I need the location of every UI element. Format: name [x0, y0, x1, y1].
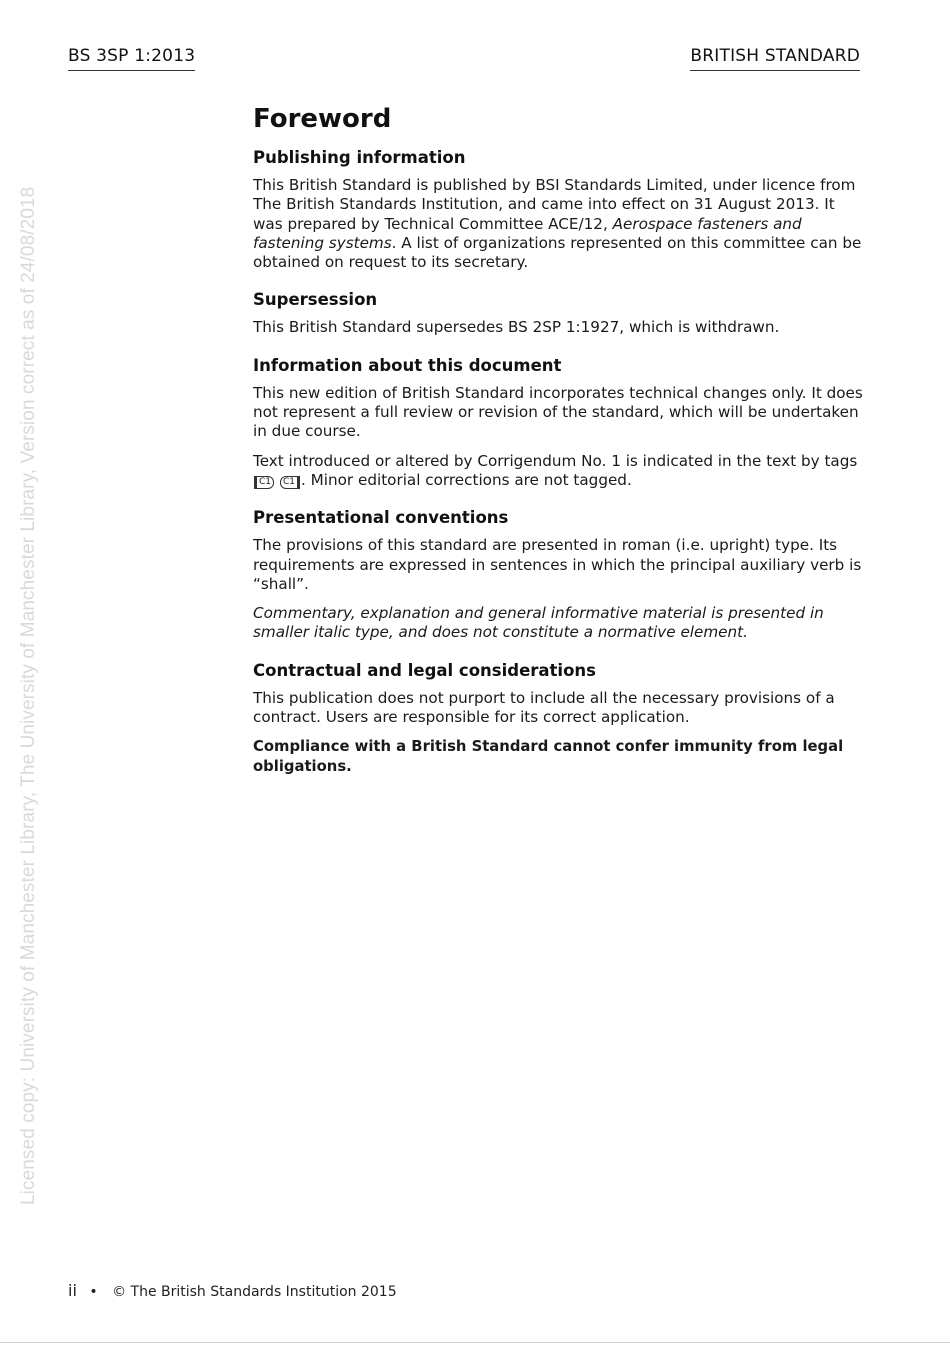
license-watermark: Licensed copy: University of Manchester Library, The University of Manchester Library, Version correct as of 24/08/2018: [18, 186, 39, 1205]
supersession-paragraph: This British Standard supersedes BS 2SP 1:1927, which is withdrawn.: [253, 318, 780, 337]
publishing-text-b: . A list of organizations represented on this committee can be obtained on request to its secretary.: [253, 233, 862, 272]
footer-bullet: •: [89, 1284, 98, 1300]
corrigendum-text-b: . Minor editorial corrections are not tagged.: [301, 470, 632, 489]
supersession-section: [253, 290, 868, 337]
conventions-section: [253, 508, 868, 642]
conventions-heading: Presentational conventions: [253, 508, 509, 528]
series-header: BRITISH STANDARD: [690, 46, 860, 71]
contractual-heading: Contractual and legal considerations: [253, 660, 596, 680]
corrigendum-text-a: Text introduced or altered by Corrigendum No. 1 is indicated in the text by tags: [253, 451, 858, 470]
commentary-paragraph: Commentary, explanation and general informative material is presented in smaller italic type, and does not constitute a normative element.: [253, 604, 824, 642]
committee-name: Aerospace fasteners and fastening systems: [253, 214, 802, 252]
bottom-divider: [0, 1342, 950, 1343]
publishing-paragraph: [253, 176, 868, 272]
corrigendum-close-tag-icon: C1: [280, 476, 300, 489]
publishing-heading: Publishing information: [253, 148, 466, 167]
page-footer: [68, 1281, 397, 1300]
contractual-section: [253, 661, 868, 776]
publishing-text-a: This British Standard is published by BSI Standards Limited, under licence from The British Standards Institution, and came into effect on 31 August 2013. It was prepared by Technical Committee ACE/12,: [253, 176, 856, 233]
information-paragraph: This new edition of British Standard incorporates technical changes only. It does not represent a full review or revision of the standard, which will be undertaken in due course.: [253, 383, 863, 441]
publishing-section: [253, 148, 868, 272]
copyright-text: © The British Standards Institution 2015: [112, 1284, 397, 1300]
corrigendum-open-tag-icon: C1: [254, 476, 274, 489]
contractual-paragraph: This publication does not purport to include all the necessary provisions of a contract. Users are responsible for its correct application.: [253, 688, 835, 727]
information-section: [253, 356, 868, 490]
compliance-note: Compliance with a British Standard cannot confer immunity from legal obligations.: [253, 738, 844, 775]
information-heading: Information about this document: [253, 355, 562, 375]
supersession-heading: Supersession: [253, 290, 378, 310]
page-number: ii: [68, 1281, 77, 1300]
document-id-header: BS 3SP 1:2013: [68, 46, 195, 71]
page-title: Foreword: [253, 104, 392, 134]
corrigendum-paragraph: [253, 452, 868, 491]
foreword-content: [253, 104, 868, 794]
conventions-paragraph: The provisions of this standard are presented in roman (i.e. upright) type. Its requirements are expressed in sentences in which the principal auxiliary verb is “shall”.: [253, 536, 862, 593]
